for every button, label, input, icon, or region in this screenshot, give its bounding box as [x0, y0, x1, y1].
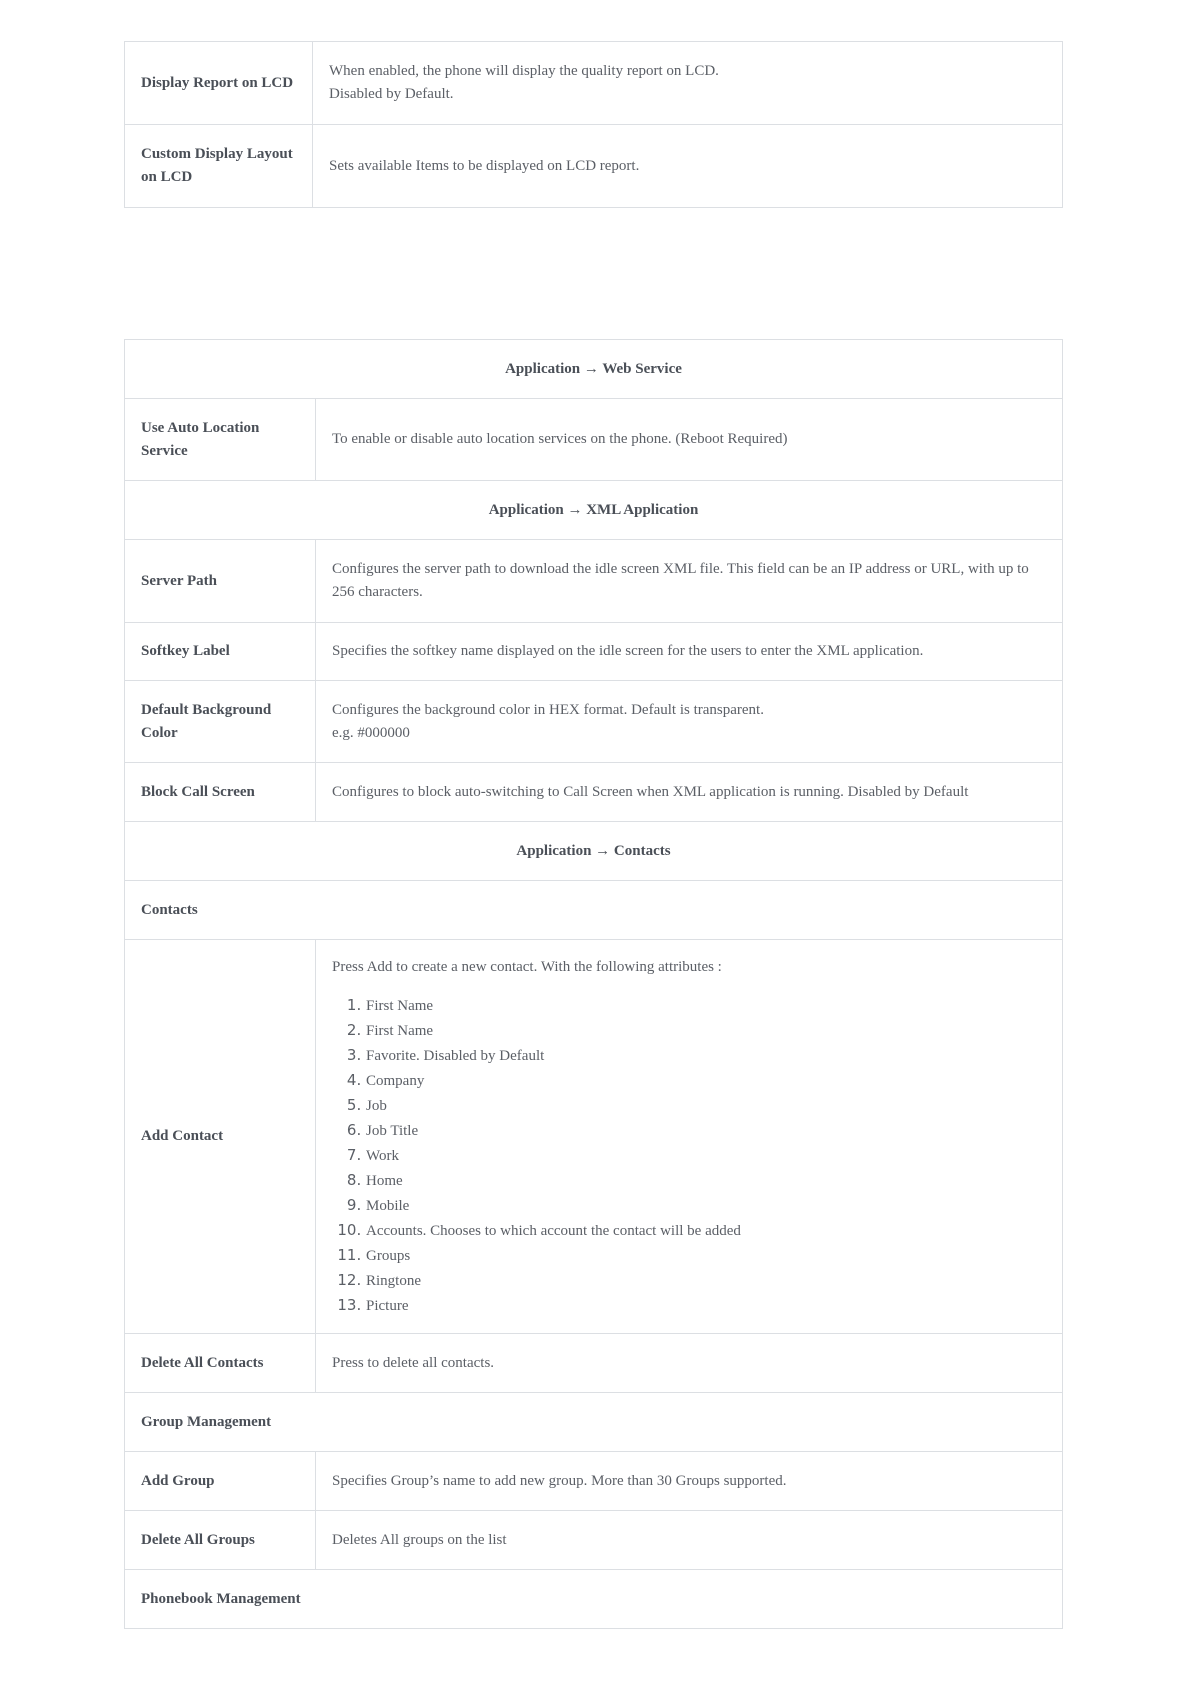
section-header-web-service: Application → Web Service	[125, 340, 1063, 399]
table-row	[125, 681, 1063, 763]
desc-line: When enabled, the phone will display the quality report on LCD.	[329, 63, 719, 79]
row-description: Specifies Group’s name to add new group. More than 30 Groups supported.	[316, 1452, 1063, 1511]
subsection-row	[125, 1393, 1063, 1452]
row-label: Add Group	[125, 1452, 316, 1511]
section-header-contacts: Application → Contacts	[125, 822, 1063, 881]
table-row	[125, 125, 1063, 208]
subsection-contacts: Contacts	[125, 881, 1063, 940]
list-item: 11. Groups	[366, 1243, 1046, 1268]
table-row	[125, 540, 1063, 623]
list-item: 7. Work	[366, 1143, 1046, 1168]
table-row	[125, 399, 1063, 481]
row-description: Sets available Items to be displayed on LCD report.	[313, 125, 1063, 208]
row-description: To enable or disable auto location services on the phone. (Reboot Required)	[316, 399, 1063, 481]
contact-attributes-list	[332, 993, 1046, 1318]
row-description: Configures the server path to download the idle screen XML file. This field can be an IP address or URL, with up to 256 characters.	[316, 540, 1063, 623]
desc-line: Configures the background color in HEX format. Default is transparent.	[332, 701, 764, 718]
quality-report-table	[124, 41, 1063, 208]
subsection-row	[125, 1570, 1063, 1629]
table-row	[125, 1511, 1063, 1570]
row-label: Delete All Contacts	[125, 1334, 316, 1393]
row-description: Deletes All groups on the list	[316, 1511, 1063, 1570]
list-item: 6. Job Title	[366, 1118, 1046, 1143]
list-item: 2. First Name	[366, 1018, 1046, 1043]
add-contact-intro: Press Add to create a new contact. With the following attributes :	[332, 958, 722, 975]
list-item: 3. Favorite. Disabled by Default	[366, 1043, 1046, 1068]
row-label: Use Auto Location Service	[125, 399, 316, 481]
section-header-row	[125, 822, 1063, 881]
table-row	[125, 940, 1063, 1334]
application-settings-table	[124, 339, 1063, 1629]
row-description: Press to delete all contacts.	[316, 1334, 1063, 1393]
table-row	[125, 1334, 1063, 1393]
list-item: 4. Company	[366, 1068, 1046, 1093]
desc-line: Disabled by Default.	[329, 86, 454, 102]
row-label: Add Contact	[125, 940, 316, 1334]
row-description: Configures to block auto-switching to Call Screen when XML application is running. Disabled by Default	[316, 763, 1063, 822]
table-row	[125, 763, 1063, 822]
row-description: Specifies the softkey name displayed on the idle screen for the users to enter the XML application.	[316, 623, 1063, 681]
section-header-row	[125, 481, 1063, 540]
table-row	[125, 42, 1063, 125]
row-label: Softkey Label	[125, 623, 316, 681]
list-item: 12. Ringtone	[366, 1268, 1046, 1293]
list-item: 10. Accounts. Chooses to which account the contact will be added	[366, 1218, 1046, 1243]
subsection-row	[125, 881, 1063, 940]
section-header-row	[125, 340, 1063, 399]
row-description	[313, 42, 1063, 125]
row-label: Custom Display Layout on LCD	[125, 125, 313, 208]
desc-line: e.g. #000000	[332, 724, 410, 741]
list-item: 5. Job	[366, 1093, 1046, 1118]
subsection-phonebook-management: Phonebook Management	[125, 1570, 1063, 1629]
table-row	[125, 623, 1063, 681]
list-item: 13. Picture	[366, 1293, 1046, 1318]
row-label: Default Background Color	[125, 681, 316, 763]
list-item: 1. First Name	[366, 993, 1046, 1018]
row-label: Delete All Groups	[125, 1511, 316, 1570]
list-item: 9. Mobile	[366, 1193, 1046, 1218]
subsection-group-management: Group Management	[125, 1393, 1063, 1452]
row-description	[316, 940, 1063, 1334]
row-label: Server Path	[125, 540, 316, 623]
row-description	[316, 681, 1063, 763]
table-row	[125, 1452, 1063, 1511]
row-label: Display Report on LCD	[125, 42, 313, 125]
section-header-xml-application: Application → XML Application	[125, 481, 1063, 540]
list-item: 8. Home	[366, 1168, 1046, 1193]
row-label: Block Call Screen	[125, 763, 316, 822]
